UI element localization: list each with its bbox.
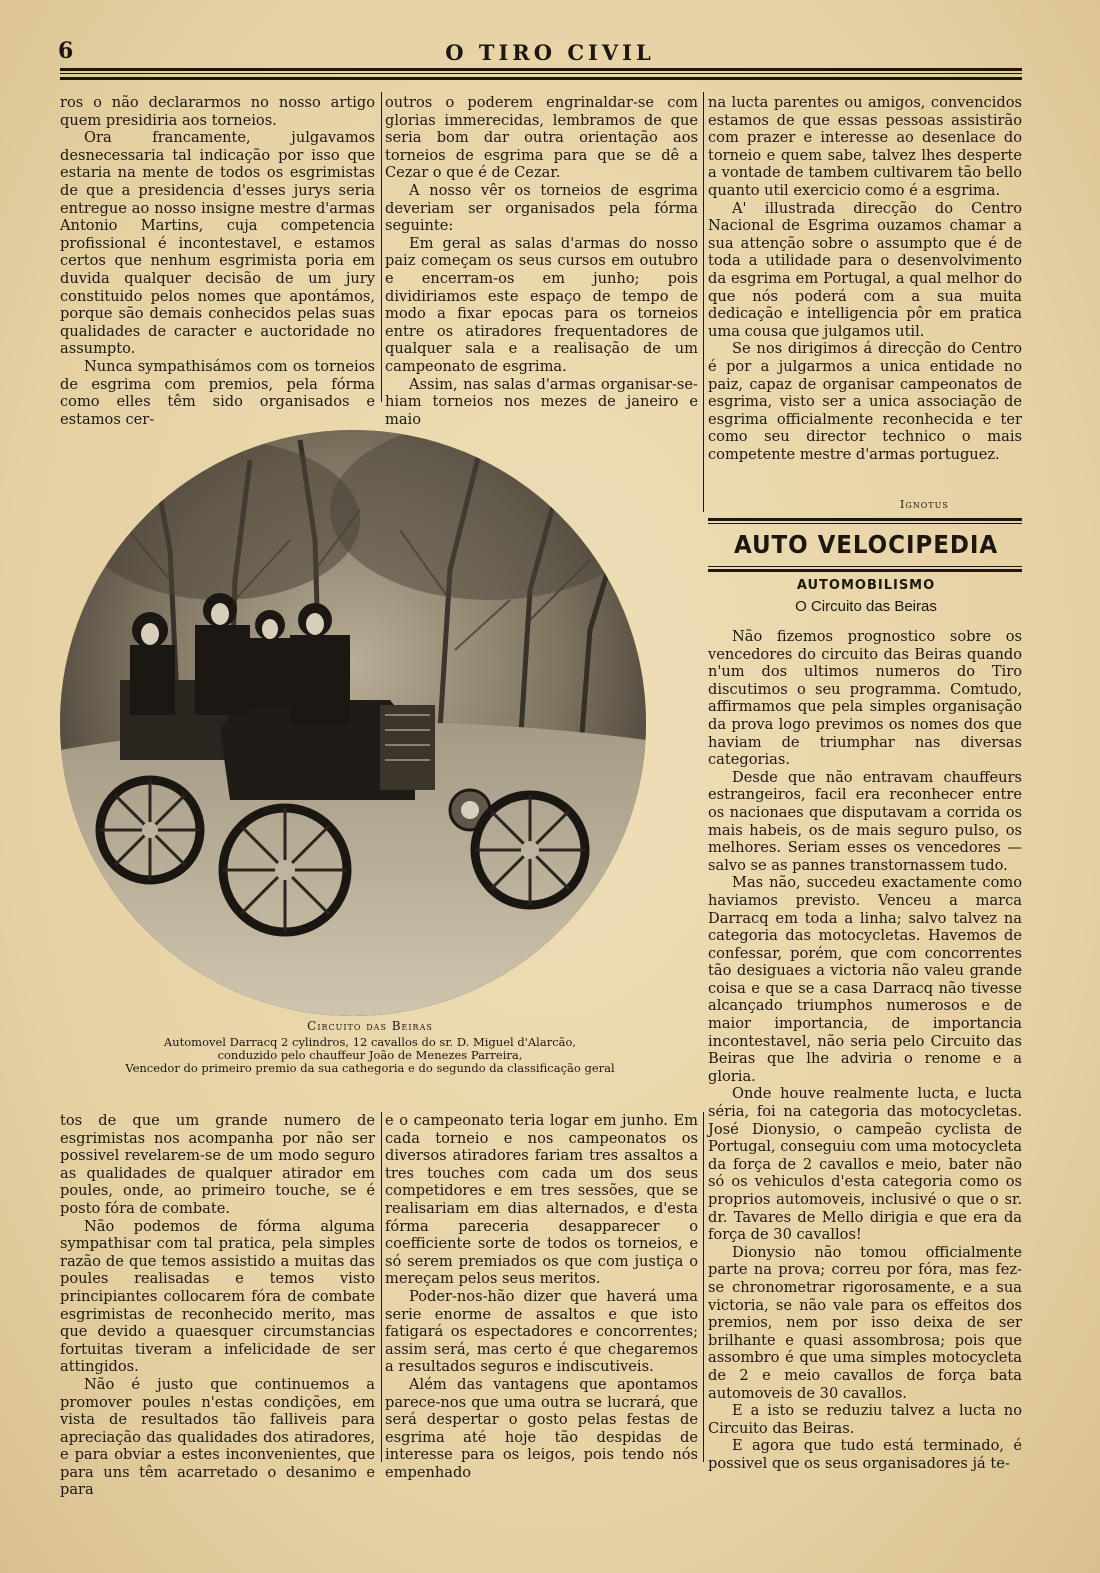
column-right-article xyxy=(708,628,1022,1473)
paragraph: E a isto se reduziu talvez a lucta no Circuito das Beiras. xyxy=(708,1402,1022,1437)
paragraph: E agora que tudo está terminado, é possivel que os seus organisadores já te- xyxy=(708,1437,1022,1472)
column-middle-top xyxy=(385,94,698,428)
section-rule xyxy=(708,523,1022,524)
paragraph: Nunca sympathisámos com os torneios de esgrima com premios, pela fórma como elles têm sido organisados e estamos cer- xyxy=(60,357,375,428)
paragraph: Onde houve realmente lucta, e lucta séria, foi na categoria das motocycletas. José Dionysio, o campeão cyclista de Portugal, conseguiu com uma motocycleta da força de 2 cavallos e meio, bater não só os vehiculos d'esta categoria como os proprios automoveis, inclusivé o que o sr. dr. Tavares de Mello dirigia e que era da força de 30 cavallos! xyxy=(708,1085,1022,1244)
paragraph: Se nos dirigimos á direcção do Centro é por a julgarmos a unica entidade no paiz, capaz de organisar campeonatos de esgrima, visto ser a unica associação de esgrima officialmente reconhecida e ter como seu director technico o mais competente mestre d'armas portuguez. xyxy=(708,340,1022,463)
column-divider xyxy=(381,92,382,402)
paragraph: ros o não declararmos no nosso artigo quem presidiria aos torneios. xyxy=(60,94,375,129)
caption-line: Vencedor do primeiro premio da sua cathegoria e do segundo da classificação geral xyxy=(125,1061,615,1075)
paragraph: na lucta parentes ou amigos, convencidos estamos de que essas pessoas assistirão com prazer e interesse ao desenlace do torneio e quem sabe, talvez lhes desperte a vontade de tambem cultivarem tão bello quanto util exercicio como é a esgrima. xyxy=(708,94,1022,199)
article-title: O Circuito das Beiras xyxy=(795,598,937,615)
paragraph: Dionysio não tomou officialmente parte na prova; correu por fóra, mas fez-se chronometrar rigorosamente, e a sua victoria, se não vale para os effeitos dos premios, nem por isso deixa de ser brilhante e quasi assombrosa; pois que assombro é que uma simples motocycleta de 2 e meio cavallos de força bata automoveis de 30 cavallos. xyxy=(708,1243,1022,1402)
header-rule-bottom xyxy=(60,77,1022,80)
paragraph: e o campeonato teria logar em junho. Em cada torneio e nos campeonatos os diversos atiradores fariam tres assaltos a tres touches com cada um dos seus competidores e em tres sessões, que se realisariam em dias alternados, e d'esta fórma pareceria desapparecer o coefficiente sorte de todos os torneios, e só serem premiados os que com justiça o mereçam pelos seus meritos. xyxy=(385,1112,698,1288)
caption-line: Automovel Darracq 2 cylindros, 12 cavallos do sr. D. Miguel d'Alarcão, xyxy=(163,1035,577,1049)
section-rule xyxy=(708,518,1022,521)
author-signature: Ignotus xyxy=(900,498,949,511)
car-photo-illustration xyxy=(60,430,646,1016)
header-rule-top xyxy=(60,68,1022,71)
page-number: 6 xyxy=(58,38,74,64)
paragraph: Não podemos de fórma alguma sympathisar com tal pratica, pela simples razão de que temos assistido a muitas das poules realisadas e temos visto principiantes collocarem fóra de combate esgrimistas de reconhecido merito, mas que devido a quaesquer circumstancias fortuitas tiveram a infelicidade de ser attingidos. xyxy=(60,1217,375,1376)
section-rule xyxy=(708,566,1022,567)
column-right-top xyxy=(708,94,1022,463)
column-middle-bottom xyxy=(385,1112,698,1481)
paragraph: Além das vantagens que apontamos parece-nos que uma outra se lucrará, que será despertar o gosto pelas festas de esgrima até hoje tão despidas de interesse para os leigos, pois tendo nós empenhado xyxy=(385,1375,698,1481)
paragraph: Ora francamente, julgavamos desnecessaria tal indicação por isso que estaria na mente de todos os esgrimistas de que a presidencia d'esses jurys seria entregue ao nosso insigne mestre d'armas Antonio Martins, cuja competencia profissional é incontestavel, e estamos certos que nenhum esgrimista poria em duvida qualquer decisão de um jury constituido pelos nomes que apontámos, porque são demais conhecidos pelas suas qualidades de caracter e auctoridade no assumpto. xyxy=(60,129,375,358)
column-divider xyxy=(703,1112,704,1462)
section-rule xyxy=(708,569,1022,572)
paragraph: outros o poderem engrinaldar-se com glorias immerecidas, lembramos de que seria bom dar outra orientação aos torneios de esgrima para que se dê a Cezar o que é de Cezar. xyxy=(385,94,698,182)
column-divider xyxy=(381,1112,382,1462)
circular-photograph xyxy=(60,430,646,1016)
photo-caption xyxy=(60,1020,680,1075)
column-divider xyxy=(703,92,704,512)
paragraph: Não é justo que continuemos a promover poules n'estas condições, em vista de resultados tão falliveis para apreciação das qualidades dos atiradores, e para obviar a estes inconvenientes, que para uns têm acarretado o desanimo e para xyxy=(60,1375,375,1499)
paragraph: Não fizemos prognostico sobre os vencedores do circuito das Beiras quando n'um dos ultimos numeros do Tiro discutimos o seu programma. Comtudo, affirmamos que pela simples organisação da prova logo previmos os nomes dos que haviam de triumphar nas diversas categorias. xyxy=(708,628,1022,769)
paragraph: tos de que um grande numero de esgrimistas nos acompanha por não ser possivel revelarem-se de um modo seguro as qualidades de qualquer atirador em poules, onde, ao primeiro touche, se é posto fóra de combate. xyxy=(60,1112,375,1217)
caption-line: conduzido pelo chauffeur João de Menezes Parreira, xyxy=(217,1048,523,1062)
newspaper-title: O TIRO CIVIL xyxy=(445,40,655,65)
section-title: AUTO VELOCIPEDIA xyxy=(733,530,999,559)
paragraph: Assim, nas salas d'armas organisar-se-hiam torneios nos mezes de janeiro e maio xyxy=(385,375,698,428)
paragraph: A' illustrada direcção do Centro Nacional de Esgrima ouzamos chamar a sua attenção sobre o assumpto que é de toda a utilidade para o desenvolvimento da esgrima em Portugal, a qual melhor do que nós poderá com a sua muita dedicação e intelligencia pôr em pratica uma cousa que julgamos util. xyxy=(708,199,1022,340)
caption-title: Circuito das Beiras xyxy=(307,1019,433,1033)
column-left-bottom xyxy=(60,1112,375,1499)
paragraph: Mas não, succedeu exactamente como haviamos previsto. Venceu a marca Darracq em toda a linha; salvo talvez na categoria das motocycletas. Havemos de confessar, porém, que com concorrentes tão desiguaes a victoria não valeu grande coisa e que se a casa Darracq não tivesse alcançado triumphos numerosos e de maior importancia, de importancia incontestavel, não seria pelo Circuito das Beiras que lhe adviria o renome e a gloria. xyxy=(708,874,1022,1085)
column-left-top xyxy=(60,94,375,428)
paragraph: A nosso vêr os torneios de esgrima deveriam ser organisados pela fórma seguinte: xyxy=(385,181,698,235)
header-rule-mid xyxy=(60,73,1022,74)
paragraph: Desde que não entravam chauffeurs estrangeiros, facil era reconhecer entre os nacionaes que disputavam a corrida os mais habeis, os de mais seguro pulso, os melhores. Seriam esses os vencedores — salvo se as pannes transtornassem tudo. xyxy=(708,768,1022,874)
paragraph: Poder-nos-hão dizer que haverá uma serie enorme de assaltos e que isto fatigará os espectadores e concorrentes; assim será, mas certo é que chegaremos a resultados seguros e indiscutiveis. xyxy=(385,1287,698,1376)
section-subtitle: AUTOMOBILISMO xyxy=(796,578,936,593)
paragraph: Em geral as salas d'armas do nosso paiz começam os seus cursos em outubro e encerram-os em junho; pois dividiriamos este espaço de tempo de modo a fixar epocas para os torneios entre os atiradores frequentadores de qualquer sala e a realisação de um campeonato de esgrima. xyxy=(385,234,698,375)
